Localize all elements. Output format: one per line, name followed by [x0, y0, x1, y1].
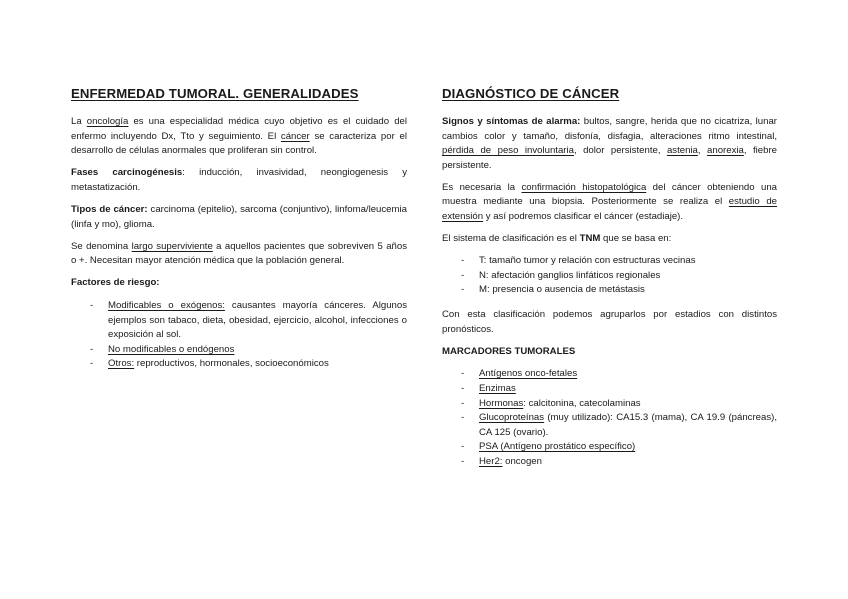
list-item: - M: presencia o ausencia de metástasis — [442, 283, 777, 298]
left-column — [71, 86, 407, 382]
tnm-intro-paragraph: El sistema de clasificación es el TNM que se basa en: — [442, 233, 672, 245]
tipos-label: Tipos de cáncer: — [71, 203, 148, 215]
fases-paragraph: Fases carcinogénesis: inducción, invasividad, neongiogenesis y metastatización. — [71, 167, 407, 193]
oncologia-paragraph: La oncología es una especialidad médica cuyo objetivo es el cuidado del enfermo incluyendo Dx, Tto y seguimiento. El cáncer se caracteriza por el desarrollo de células anormales que proliferan sin control. — [71, 116, 407, 157]
list-item: - Otros: reproductivos, hormonales, socioeconómicos — [71, 357, 407, 372]
list-item: - No modificables o endógenos — [71, 343, 407, 358]
section-title-diagnostico: DIAGNÓSTICO DE CÁNCER — [442, 86, 620, 101]
cancer-term: cáncer — [280, 130, 310, 142]
fases-label: Fases carcinogénesis — [71, 167, 183, 179]
list-item: - T: tamaño tumor y relación con estructuras vecinas — [442, 254, 777, 269]
right-column — [442, 86, 777, 479]
list-item: - Enzimas — [442, 382, 777, 397]
marcadores-heading: MARCADORES TUMORALES — [442, 345, 576, 357]
signos-paragraph: Signos y síntomas de alarma: bultos, sangre, herida que no cicatriza, lunar cambios color y tamaño, disfonía, disfagia, alteraciones ritmo intestinal, pérdida de peso involuntaria, dolor persistente, astenia, anorexia, fiebre persistente. — [442, 116, 777, 171]
list-item: - PSA (Antígeno prostático específico) — [442, 440, 777, 455]
list-item: - N: afectación ganglios linfáticos regionales — [442, 269, 777, 284]
tnm-label: TNM — [579, 233, 601, 245]
factores-riesgo-heading: Factores de riesgo: — [71, 277, 160, 289]
tnm-list — [442, 254, 777, 298]
largo-superviviente-term: largo superviviente — [131, 240, 213, 252]
list-item: - Hormonas: calcitonina, catecolaminas — [442, 397, 777, 412]
tipos-paragraph: Tipos de cáncer: carcinoma (epitelio), sarcoma (conjuntivo), linfoma/leucemia (linfa y mo), glioma. — [71, 203, 407, 230]
list-item: - Her2: oncogen — [442, 455, 777, 470]
signos-label: Signos y síntomas de alarma: — [442, 116, 581, 127]
confirmacion-paragraph: Es necesaria la confirmación histopatológica del cáncer obteniendo una muestra mediante una biopsia. Posteriormente se realiza el estudio de extensión y así podremos clasificar el cáncer (estadiaje). — [442, 181, 777, 223]
estadios-paragraph: Con esta clasificación podemos agruparlos por estadios con distintos pronósticos. — [442, 309, 777, 335]
factores-riesgo-list — [71, 299, 407, 372]
section-title-enfermedad-tumoral: ENFERMEDAD TUMORAL. GENERALIDADES — [71, 86, 359, 101]
oncologia-term: oncología — [86, 116, 129, 127]
list-item: - Glucoproteínas (muy utilizado): CA15.3 (mama), CA 19.9 (páncreas), CA 125 (ovario). — [442, 411, 777, 440]
list-item: - Antígenos onco-fetales — [442, 367, 777, 382]
superviviente-paragraph: Se denomina largo superviviente a aquellos pacientes que sobreviven 5 años o +. Necesitan mayor atención médica que la población general. — [71, 240, 407, 267]
marcadores-list — [442, 367, 777, 469]
list-item: - Modificables o exógenos: causantes mayoría cánceres. Algunos ejemplos son tabaco, dieta, obesidad, ejercicio, alcohol, infecciones o exposición al sol. — [71, 299, 407, 343]
